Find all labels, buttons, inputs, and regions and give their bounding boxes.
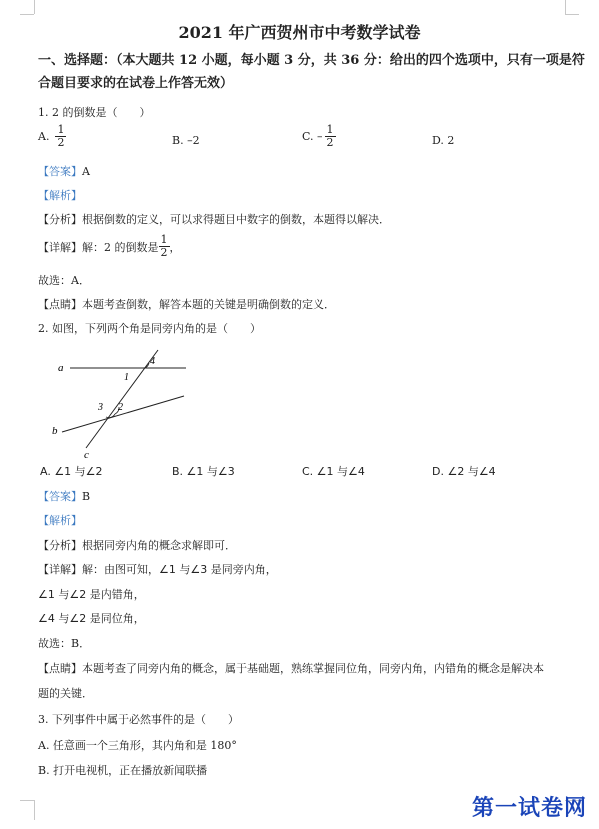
q2-answer <box>38 488 90 504</box>
fraction-denominator: 2 <box>160 246 168 259</box>
q1-option-b: B. –2 <box>172 134 200 147</box>
q2-option-c: C. ∠1 与∠4 <box>302 465 365 478</box>
fenxi-tag: 【分析】 <box>38 213 82 226</box>
q3-option-b: B. 打开电视机，正在播放新闻联播 <box>38 764 208 777</box>
q3-stem: 3. 下列事件中属于必然事件的是（ ） <box>38 713 239 726</box>
label-2: 2 <box>118 402 123 413</box>
section-heading-line2: 合题目要求的在试卷上作答无效） <box>38 76 234 91</box>
q2-option-a: A. ∠1 与∠2 <box>40 465 103 478</box>
q2-option-b: B. ∠1 与∠3 <box>172 465 235 478</box>
xiangjie-fraction <box>159 234 170 259</box>
q3-option-a: A. 任意画一个三角形，其内角和是 180° <box>38 739 237 752</box>
fraction-denominator: 2 <box>326 136 334 149</box>
crop-mark-top-right-h <box>565 14 579 15</box>
q1-option-a-label: A. <box>38 130 50 143</box>
dianjing-text: 本题考查了同旁内角的概念，属于基础题，熟练掌握同位角，同旁内角，内错角的概念是解决本 <box>82 662 544 675</box>
crop-mark-top-right-v <box>565 0 566 14</box>
xiangjie-text: 解：2 的倒数是 <box>82 240 159 254</box>
xiangjie-tag: 【详解】 <box>38 240 82 254</box>
q2-geometry-figure <box>40 344 210 460</box>
q2-line-inner-alternate: ∠1 与∠2 是内错角， <box>38 588 145 601</box>
q1-dianjing <box>38 296 335 312</box>
label-c: c <box>84 449 89 460</box>
q2-jiexi-tag: 【解析】 <box>38 514 82 527</box>
q2-conclusion: 故选：B． <box>38 637 91 650</box>
q1-answer <box>38 163 90 179</box>
crop-mark-bottom-left-v <box>34 800 35 820</box>
crop-mark-top-left-v <box>34 0 35 14</box>
crop-mark-top-left-h <box>20 14 34 15</box>
dianjing-tag: 【点睛】 <box>38 298 82 311</box>
q2-fenxi <box>38 537 236 553</box>
q2-dianjing-line1 <box>38 660 544 676</box>
q1-option-c-label: C. – <box>302 130 323 143</box>
label-3: 3 <box>98 402 103 413</box>
q1-option-a <box>38 124 66 149</box>
answer-tag: 【答案】 <box>38 490 82 503</box>
fenxi-text: 根据同旁内角的概念求解即可． <box>82 539 236 552</box>
label-b: b <box>52 425 58 437</box>
q1-option-c <box>302 124 336 149</box>
line-b <box>62 396 184 432</box>
q1-conclusion: 故选：A． <box>38 274 90 287</box>
brand-watermark: 第一试卷网 <box>471 796 587 821</box>
label-4: 4 <box>150 356 155 367</box>
q1-option-d: D. 2 <box>432 134 455 147</box>
answer-value: A <box>82 165 90 178</box>
xiangjie-tag: 【详解】 <box>38 563 82 576</box>
label-a: a <box>58 362 64 374</box>
label-1: 1 <box>124 372 129 383</box>
q1-option-c-fraction <box>325 124 336 149</box>
fraction-numerator: 1 <box>57 123 65 136</box>
fenxi-tag: 【分析】 <box>38 539 82 552</box>
q1-fenxi <box>38 211 390 227</box>
q1-stem: 1. 2 的倒数是（ ） <box>38 106 151 119</box>
q1-option-a-fraction <box>55 124 66 149</box>
answer-tag: 【答案】 <box>38 165 82 178</box>
q2-option-d: D. ∠2 与∠4 <box>432 465 496 478</box>
dianjing-tag: 【点睛】 <box>38 662 82 675</box>
q1-xiangjie <box>38 234 181 259</box>
section-heading-line1: 一、选择题：（本大题共 12 小题，每小题 3 分，共 36 分：给出的四个选项中，只有一项是符 <box>38 53 585 68</box>
q2-line-corresponding: ∠4 与∠2 是同位角， <box>38 612 145 625</box>
line-c <box>86 350 158 448</box>
dianjing-text: 本题考查倒数，解答本题的关键是明确倒数的定义． <box>82 298 335 311</box>
fraction-numerator: 1 <box>160 233 168 246</box>
q1-jiexi-tag: 【解析】 <box>38 189 82 202</box>
xiangjie-end: ， <box>169 240 181 254</box>
fraction-denominator: 2 <box>57 136 65 149</box>
crop-mark-bottom-left-h <box>20 800 34 801</box>
xiangjie-text: 解：由图可知，∠1 与∠3 是同旁内角， <box>82 563 277 576</box>
fenxi-text: 根据倒数的定义，可以求得题目中数字的倒数，本题得以解决． <box>82 213 390 226</box>
fraction-numerator: 1 <box>326 123 334 136</box>
q2-xiangjie <box>38 561 277 577</box>
answer-value: B <box>82 490 91 503</box>
q2-stem: 2. 如图，下列两个角是同旁内角的是（ ） <box>38 322 261 335</box>
page-title: 2021 年广西贺州市中考数学试卷 <box>178 23 421 42</box>
q2-dianjing-line2: 题的关键． <box>38 687 93 700</box>
